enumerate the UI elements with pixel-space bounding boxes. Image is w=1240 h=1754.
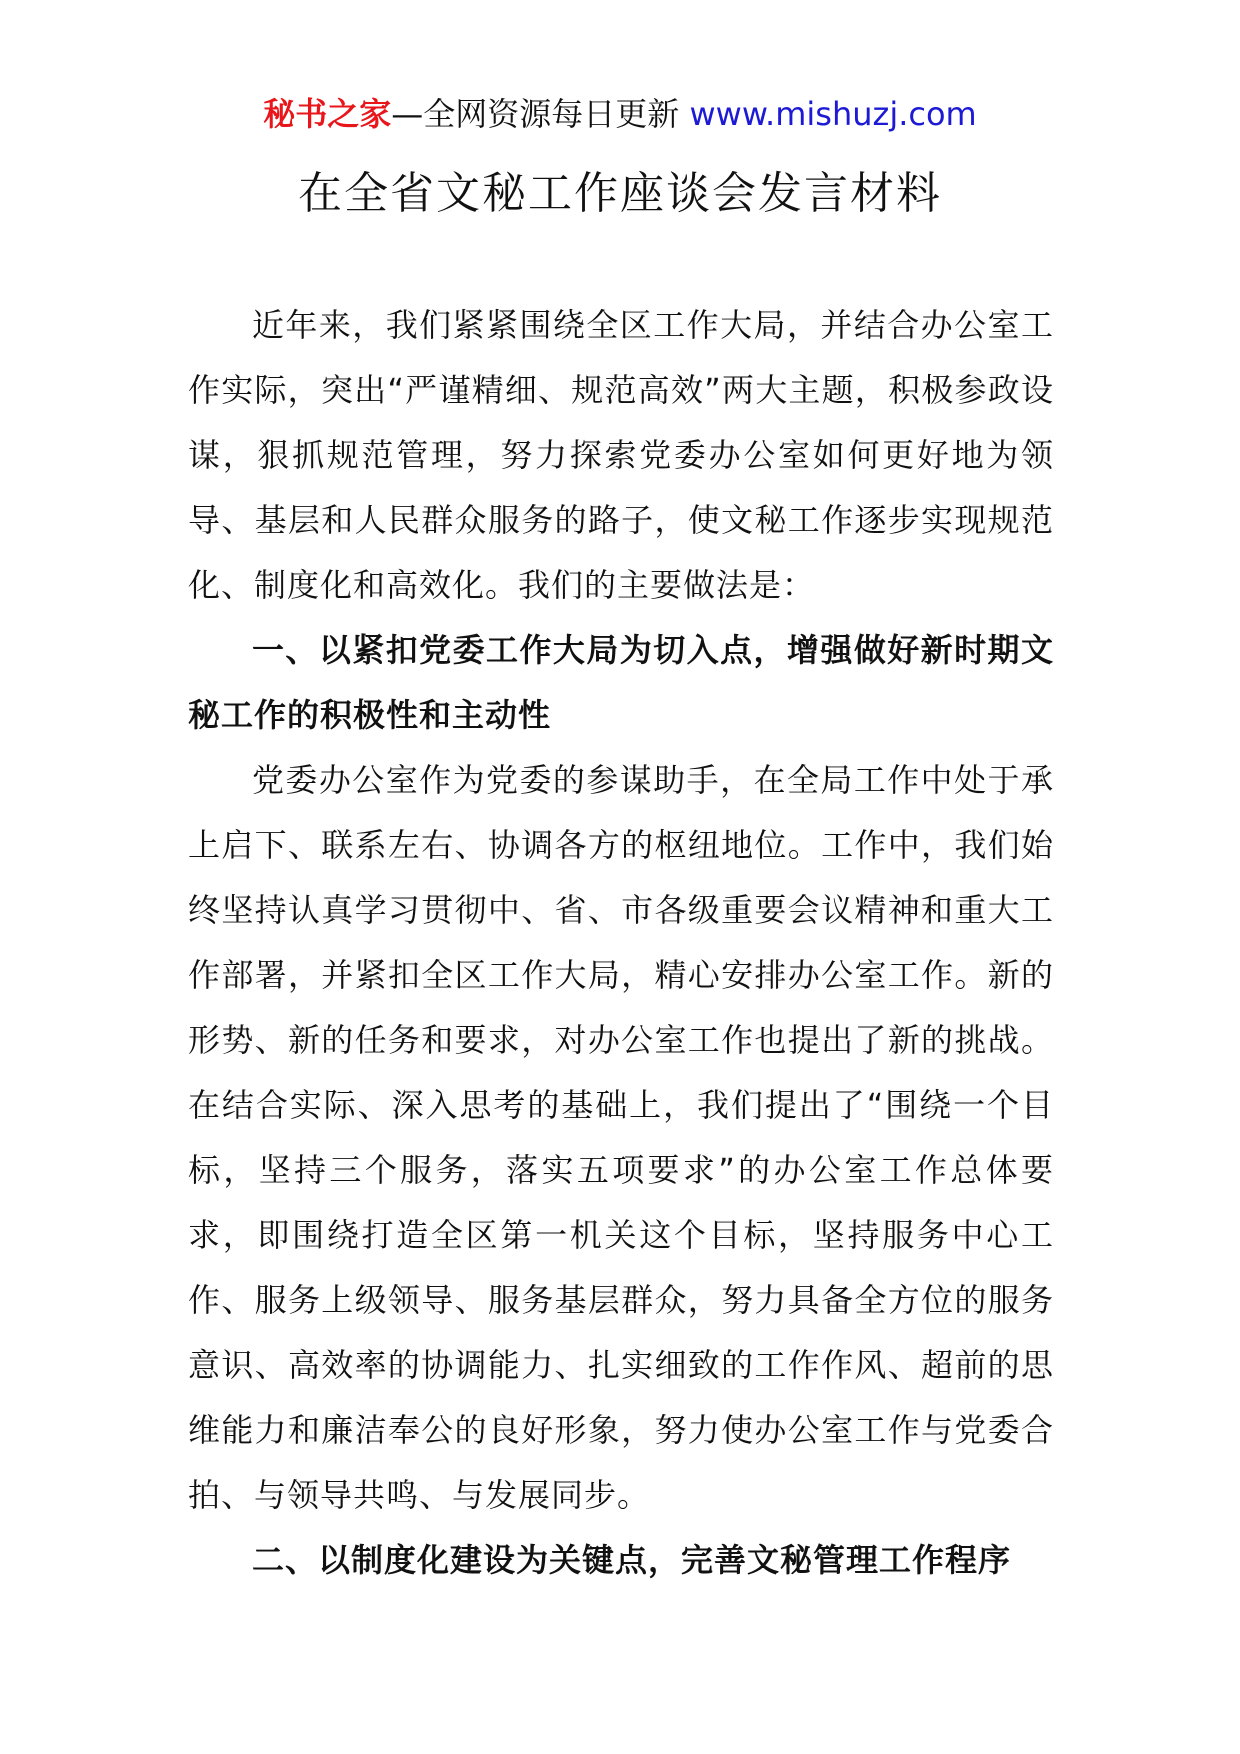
document-title: 在全省文秘工作座谈会发言材料 <box>298 168 942 219</box>
intro-paragraph: 近年来，我们紧紧围绕全区工作大局，并结合办公室工作实际，突出“严谨精细、规范高效”两大主题，积极参政设谋，狠抓规范管理，努力探索党委办公室如何更好地为领导、基层和人民群众服务的路子，使文秘工作逐步实现规范化、制度化和高效化。我们的主要做法是： <box>188 306 1054 604</box>
site-tagline: —全网资源每日更新 <box>391 95 690 133</box>
site-brand: 秘书之家 <box>263 95 392 133</box>
section-1-paragraph: 党委办公室作为党委的参谋助手，在全局工作中处于承上启下、联系左右、协调各方的枢纽地位。工作中，我们始终坚持认真学习贯彻中、省、市各级重要会议精神和重大工作部署，并紧扣全区工作大局，精心安排办公室工作。新的形势、新的任务和要求，对办公室工作也提出了新的挑战。在结合实际、深入思考的基础上，我们提出了“围绕一个目标，坚持三个服务，落实五项要求”的办公室工作总体要求，即围绕打造全区第一机关这个目标，坚持服务中心工作、服务上级领导、服务基层群众，努力具备全方位的服务意识、高效率的协调能力、扎实细致的工作作风、超前的思维能力和廉洁奉公的良好形象，努力使办公室工作与党委合拍、与领导共鸣、与发展同步。 <box>188 761 1054 1514</box>
site-url[interactable]: www.mishuzj.com <box>689 95 977 133</box>
document-body <box>188 293 1054 1593</box>
section-heading-1: 一、以紧扣党委工作大局为切入点，增强做好新时期文秘工作的积极性和主动性 <box>188 631 1054 734</box>
section-heading-2: 二、以制度化建设为关键点，完善文秘管理工作程序 <box>252 1541 1012 1579</box>
site-header <box>0 94 1240 134</box>
